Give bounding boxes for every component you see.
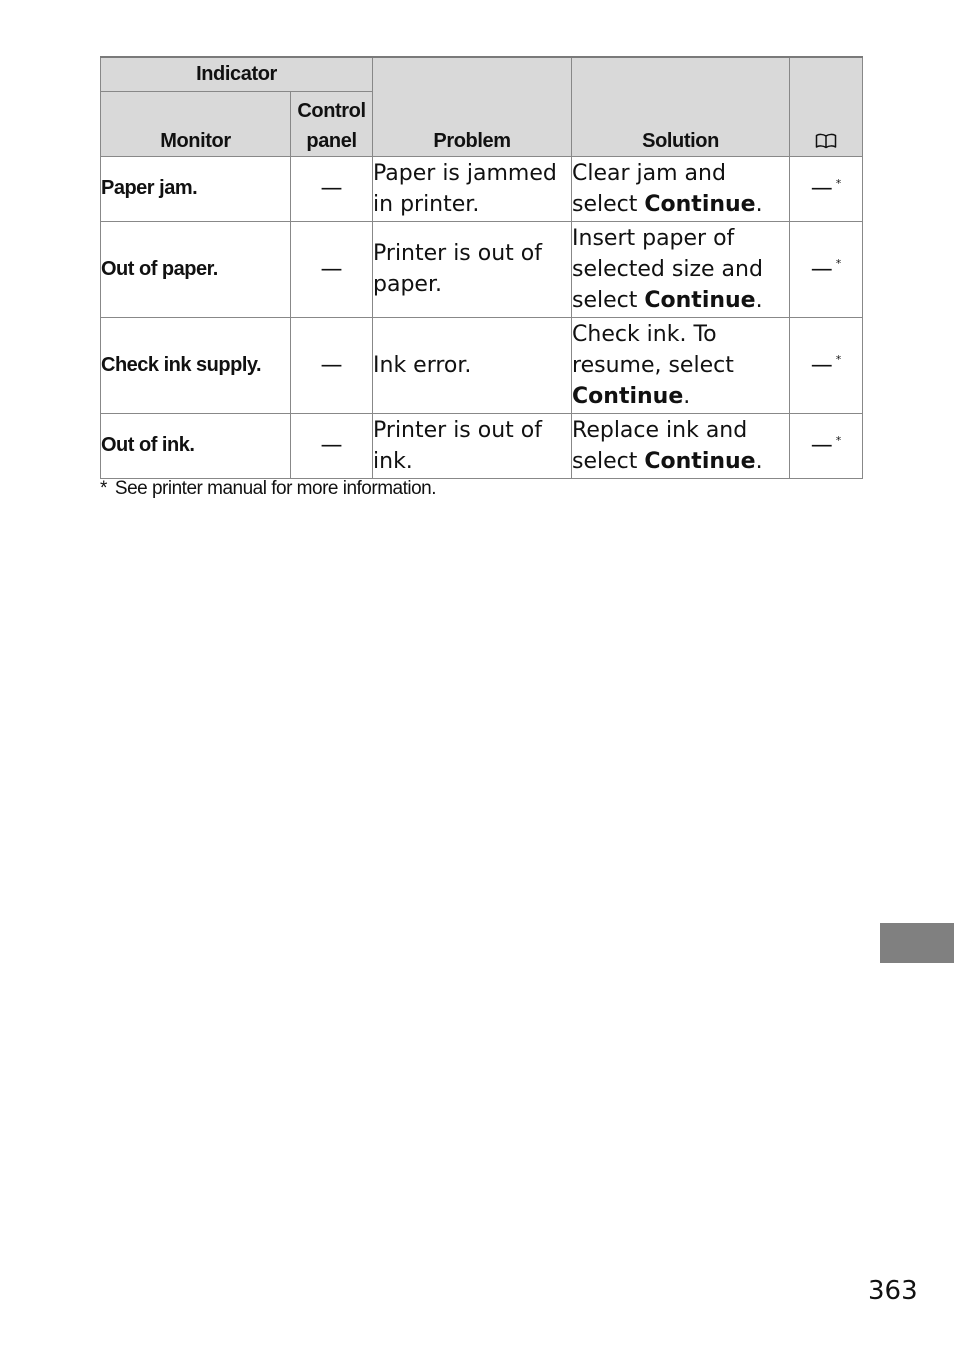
control-panel-cell: — bbox=[291, 221, 373, 317]
problem-cell: Ink error. bbox=[373, 317, 572, 413]
monitor-cell: Out of paper. bbox=[101, 221, 291, 317]
monitor-cell: Out of ink. bbox=[101, 413, 291, 478]
table-row bbox=[101, 156, 863, 221]
monitor-cell: Paper jam. bbox=[101, 156, 291, 221]
reference-cell: — * bbox=[790, 221, 863, 317]
footnote bbox=[100, 478, 436, 500]
table-row bbox=[101, 221, 863, 317]
header-solution: Solution bbox=[572, 57, 790, 156]
footnote-mark: * bbox=[100, 478, 107, 499]
header-control-panel-line1: Control bbox=[297, 99, 366, 122]
continue-label: Continue bbox=[644, 287, 756, 313]
control-panel-cell: — bbox=[291, 156, 373, 221]
header-control-panel bbox=[291, 91, 373, 156]
header-control-panel-line2: panel bbox=[306, 129, 357, 152]
solution-cell: Replace ink and select Continue. bbox=[572, 413, 790, 478]
solution-cell: Insert paper of selected size and select Continue. bbox=[572, 221, 790, 317]
table-row bbox=[101, 317, 863, 413]
book-icon bbox=[815, 133, 837, 149]
problem-cell: Printer is out of ink. bbox=[373, 413, 572, 478]
continue-label: Continue bbox=[644, 191, 756, 217]
footnote-text: See printer manual for more information. bbox=[114, 478, 437, 499]
continue-label: Continue bbox=[572, 383, 684, 409]
section-tab-marker bbox=[880, 923, 954, 963]
solution-cell: Check ink. To resume, select Continue. bbox=[572, 317, 790, 413]
monitor-cell: Check ink supply. bbox=[101, 317, 291, 413]
problem-cell: Printer is out of paper. bbox=[373, 221, 572, 317]
reference-cell: — * bbox=[790, 317, 863, 413]
solution-cell: Clear jam and select Continue. bbox=[572, 156, 790, 221]
continue-label: Continue bbox=[644, 448, 756, 474]
header-reference bbox=[790, 57, 863, 156]
reference-cell: — * bbox=[790, 413, 863, 478]
header-problem: Problem bbox=[373, 57, 572, 156]
header-monitor: Monitor bbox=[101, 91, 291, 156]
problem-cell: Paper is jammed in printer. bbox=[373, 156, 572, 221]
control-panel-cell: — bbox=[291, 413, 373, 478]
header-indicator: Indicator bbox=[101, 57, 373, 91]
table-row bbox=[101, 413, 863, 478]
page-number: 363 bbox=[868, 1276, 918, 1306]
reference-cell: — * bbox=[790, 156, 863, 221]
error-table bbox=[100, 56, 863, 479]
control-panel-cell: — bbox=[291, 317, 373, 413]
